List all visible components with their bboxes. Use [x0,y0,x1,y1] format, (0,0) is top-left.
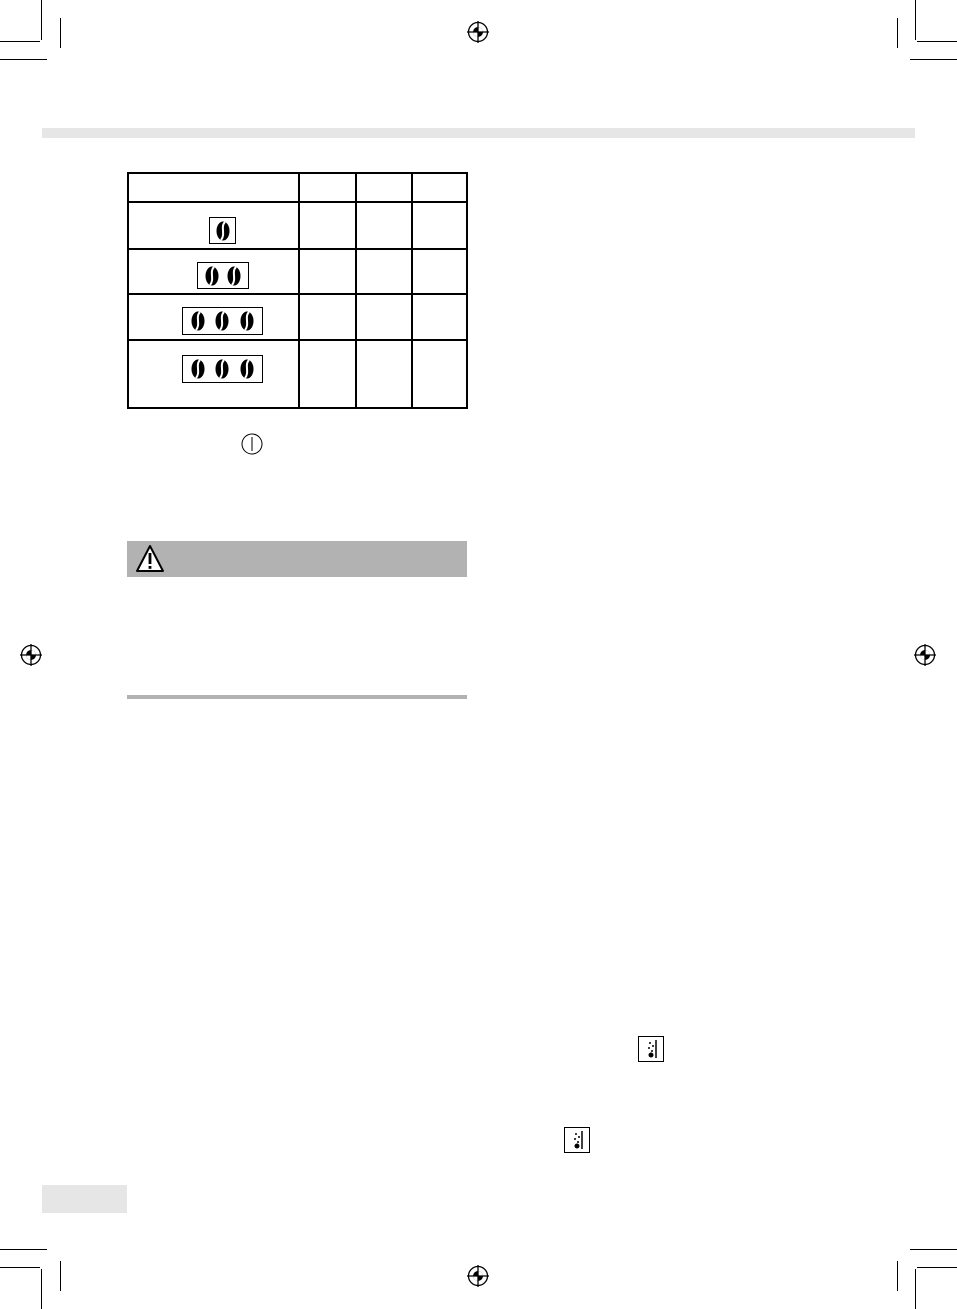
crop-mark [41,0,42,40]
crop-mark [910,59,957,60]
coffee-bean-strength-2-icon [197,262,249,289]
crop-mark [60,18,61,48]
crop-mark [915,1269,916,1309]
power-icon [241,433,263,455]
coffee-bean-strength-1-icon [209,217,236,244]
table-divider [129,201,466,203]
table-divider [129,293,466,295]
grind-strength-table [127,172,468,409]
crop-mark [917,41,957,42]
section-divider [127,695,467,699]
table-divider [411,174,413,407]
grounds-container-icon [638,1036,664,1062]
registration-mark-icon [467,21,489,43]
warning-triangle-icon [135,544,165,573]
coffee-bean-strength-3-icon [182,307,263,335]
table-divider [355,174,357,407]
header-bar [42,128,915,138]
crop-mark [41,1269,42,1309]
crop-mark [0,41,40,42]
crop-mark [910,1249,957,1250]
registration-mark-icon [20,644,42,666]
registration-mark-icon [914,644,936,666]
registration-mark-icon [467,1265,489,1287]
crop-mark [0,1249,47,1250]
crop-mark [897,18,898,48]
table-divider [129,248,466,250]
crop-mark [0,59,47,60]
crop-mark [915,0,916,40]
crop-mark [60,1261,61,1291]
page-number-tab [42,1185,127,1213]
crop-mark [0,1267,40,1268]
grounds-container-icon [564,1127,590,1153]
table-divider [298,174,300,407]
table-divider [129,339,466,341]
crop-mark [917,1267,957,1268]
coffee-bean-strength-3-icon [182,355,263,383]
crop-mark [897,1261,898,1291]
warning-bar [127,541,467,577]
